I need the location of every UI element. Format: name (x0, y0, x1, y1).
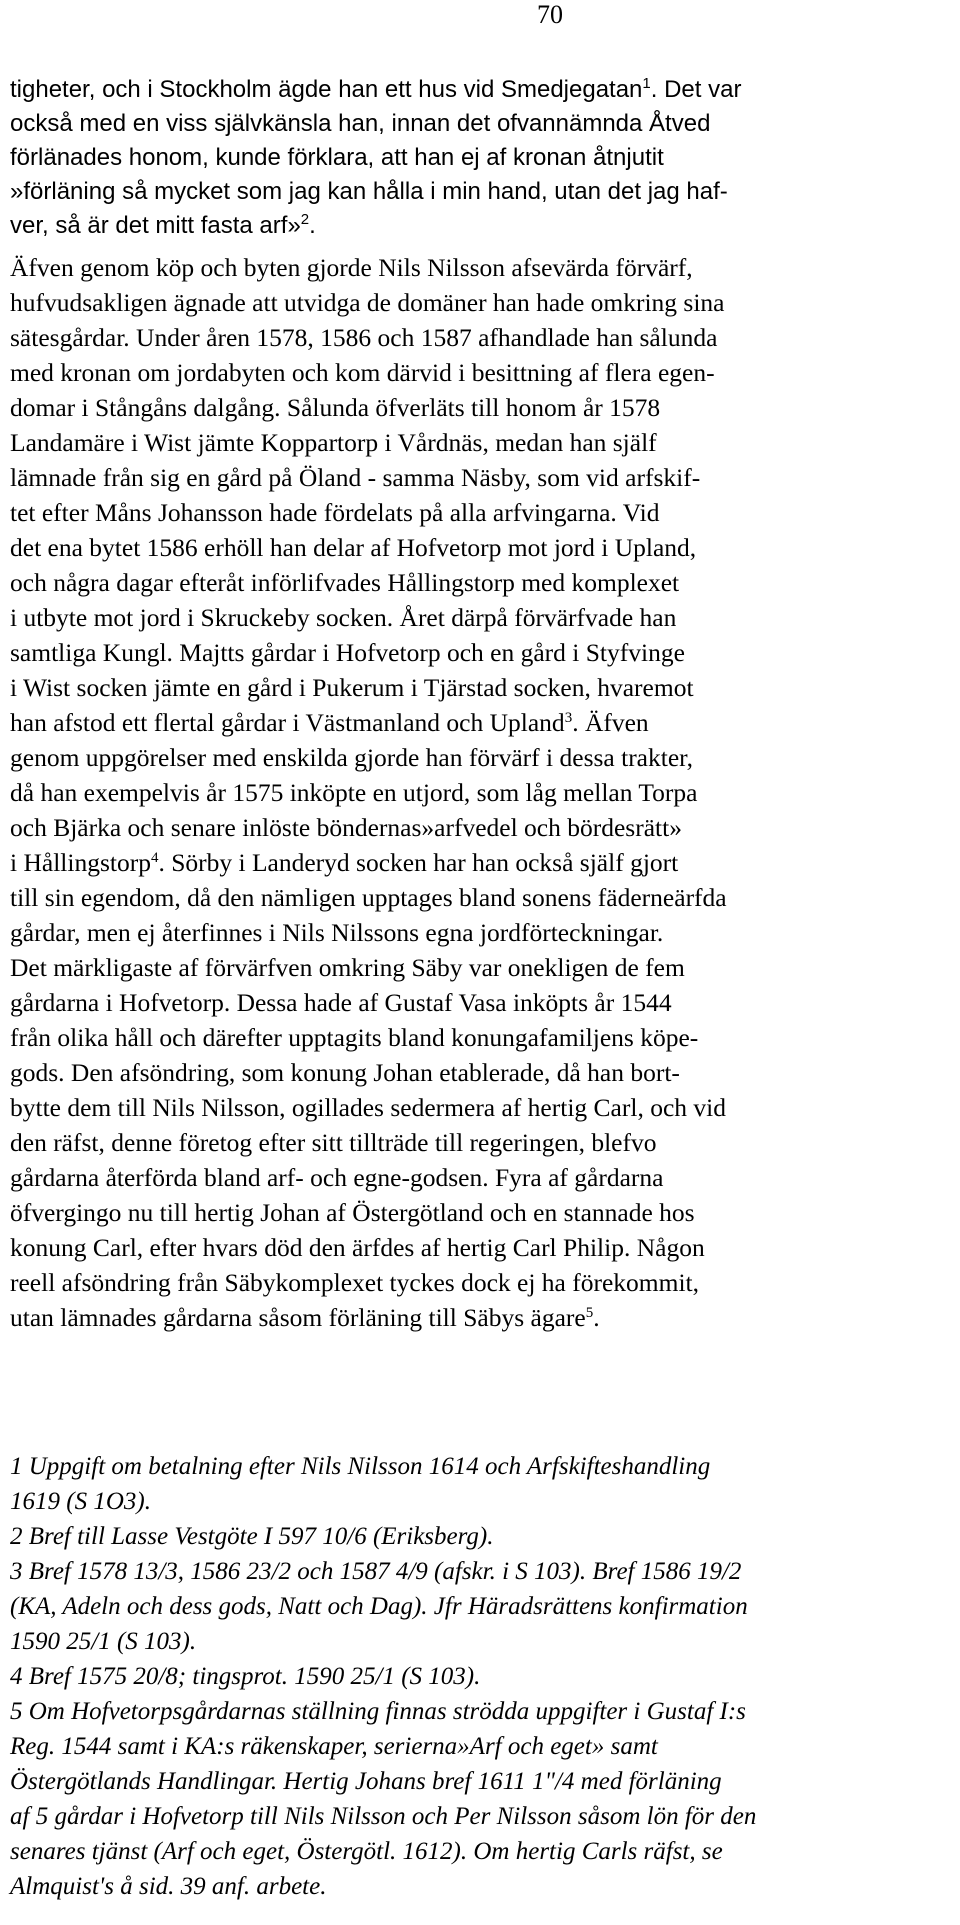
text-line: ver, så är det mitt fasta arf»$^2$. (10, 211, 316, 239)
text-line: det ena bytet 1586 erhöll han delar af Hofvetorp mot jord i Upland, (10, 533, 697, 562)
text-line: samtliga Kungl. Majtts gårdar i Hofvetorp och en gård i Styfvinge (10, 638, 685, 667)
text-line: öfvergingo nu till hertig Johan af Östergötland och en stannade hos (10, 1198, 695, 1227)
text-line: tigheter, och i Stockholm ägde han ett hus vid Smedjegatan$^1$. Det var (10, 75, 742, 103)
footnote-line: 1619 (S 1O3). (10, 1488, 151, 1515)
footnote-line: 1 Uppgift om betalning efter Nils Nilsson 1614 och Arfskifteshandling (10, 1453, 711, 1480)
footnote-line: 3 Bref 1578 13/3, 1586 23/2 och 1587 4/9 (afskr. i S 103). Bref 1586 19/2 (10, 1558, 742, 1585)
footnote-line: 1590 25/1 (S 103). (10, 1628, 197, 1655)
text-line: lämnade från sig en gård på Öland - samma Näsby, som vid arfskif- (10, 463, 701, 492)
text-line: han afstod ett flertal gårdar i Västmanland och Upland$^3$. Äfven (10, 708, 649, 737)
footnote-line: Reg. 1544 samt i KA:s räkenskaper, serierna»Arf och eget» samt (10, 1733, 658, 1760)
footnote-line: 4 Bref 1575 20/8; tingsprot. 1590 25/1 (S 103). (10, 1663, 481, 1690)
text-line: också med en viss självkänsla han, innan det ofvannämnda Åtved (10, 110, 711, 137)
text-line: och några dagar efteråt införlifvades Hållingstorp med komplexet (10, 568, 680, 597)
text-line: i utbyte mot jord i Skruckeby socken. Året därpå förvärfvade han (10, 603, 677, 632)
footnote-line: 5 Om Hofvetorpsgårdarnas ställning finnas strödda uppgifter i Gustaf I:s (10, 1698, 746, 1725)
text-line: tet efter Måns Johansson hade fördelats på alla arfvingarna. Vid (10, 498, 660, 527)
footnote-line: (KA, Adeln och dess gods, Natt och Dag). Jfr Häradsrättens konfirmation (10, 1593, 748, 1620)
text-line: Det märkligaste af förvärfven omkring Säby var onekligen de fem (10, 953, 685, 982)
text-line: domar i Stångåns dalgång. Sålunda öfverläts till honom år 1578 (10, 393, 661, 422)
text-line: i Wist socken jämte en gård i Pukerum i Tjärstad socken, hvaremot (10, 673, 694, 702)
text-line: i Hållingstorp$^4$. Sörby i Landeryd socken har han också själf gjort (10, 848, 679, 877)
text-line: gårdar, men ej återfinnes i Nils Nilssons egna jordförteckningar. (10, 918, 664, 947)
text-line: konung Carl, efter hvars död den ärfdes af hertig Carl Philip. Någon (10, 1233, 705, 1262)
footnote-line: senares tjänst (Arf och eget, Östergötl. 1612). Om hertig Carls räfst, se (10, 1838, 723, 1865)
text-line: »förläning så mycket som jag kan hålla i min hand, utan det jag haf- (10, 178, 728, 205)
footnote-line: af 5 gårdar i Hofvetorp till Nils Nilsson och Per Nilsson såsom lön för den (10, 1803, 757, 1830)
text-line: gårdarna återförda bland arf- och egne-godsen. Fyra af gårdarna (10, 1163, 664, 1192)
text-line: den räfst, denne företog efter sitt tillträde till regeringen, blefvo (10, 1128, 657, 1157)
footnote-ref: 1 (642, 75, 651, 92)
text-line: med kronan om jordabyten och kom därvid i besittning af flera egen- (10, 358, 715, 387)
footnote-line: Östergötlands Handlingar. Hertig Johans bref 1611 1"/4 med förläning (10, 1768, 722, 1795)
text-line: hufvudsakligen ägnade att utvidga de domäner han hade omkring sina (10, 288, 725, 317)
text-line: från olika håll och därefter upptagits bland konungafamiljens köpe- (10, 1023, 699, 1052)
text-line: reell afsöndring från Säbykomplexet tyckes dock ej ha förekommit, (10, 1268, 699, 1297)
text-line: till sin egendom, då den nämligen upptages bland sonens fäderneärfda (10, 883, 727, 912)
text-line: och Bjärka och senare inlöste böndernas»arfvedel och bördesrätt» (10, 813, 682, 842)
text-line: gårdarna i Hofvetorp. Dessa hade af Gustaf Vasa inköpts år 1544 (10, 988, 672, 1017)
text-line: gods. Den afsöndring, som konung Johan etablerade, då han bort- (10, 1058, 680, 1087)
footnote-ref: 4 (150, 850, 159, 866)
footnote-ref: 5 (585, 1305, 594, 1321)
text-line: utan lämnades gårdarna såsom förläning till Säbys ägare$^5$. (10, 1303, 600, 1332)
text-line: Äfven genom köp och byten gjorde Nils Nilsson afsevärda förvärf, (10, 253, 693, 282)
text-line: sätesgårdar. Under åren 1578, 1586 och 1587 afhandlade han sålunda (10, 323, 718, 352)
footnote-ref: 2 (300, 211, 310, 228)
footnote-line: 2 Bref till Lasse Vestgöte I 597 10/6 (Eriksberg). (10, 1523, 494, 1550)
footnote-line: Almquist's å sid. 39 anf. arbete. (10, 1873, 327, 1900)
text-line: genom uppgörelser med enskilda gjorde han förvärf i dessa trakter, (10, 743, 693, 772)
text-line: bytte dem till Nils Nilsson, ogillades sedermera af hertig Carl, och vid (10, 1093, 726, 1122)
footnote-ref: 3 (564, 710, 573, 726)
page-number: 70 (537, 0, 563, 29)
text-line: då han exempelvis år 1575 inköpte en utjord, som låg mellan Torpa (10, 778, 698, 807)
text-line: förlänades honom, kunde förklara, att han ej af kronan åtnjutit (10, 144, 664, 171)
text-line: Landamäre i Wist jämte Koppartorp i Vårdnäs, medan han själf (10, 428, 657, 457)
